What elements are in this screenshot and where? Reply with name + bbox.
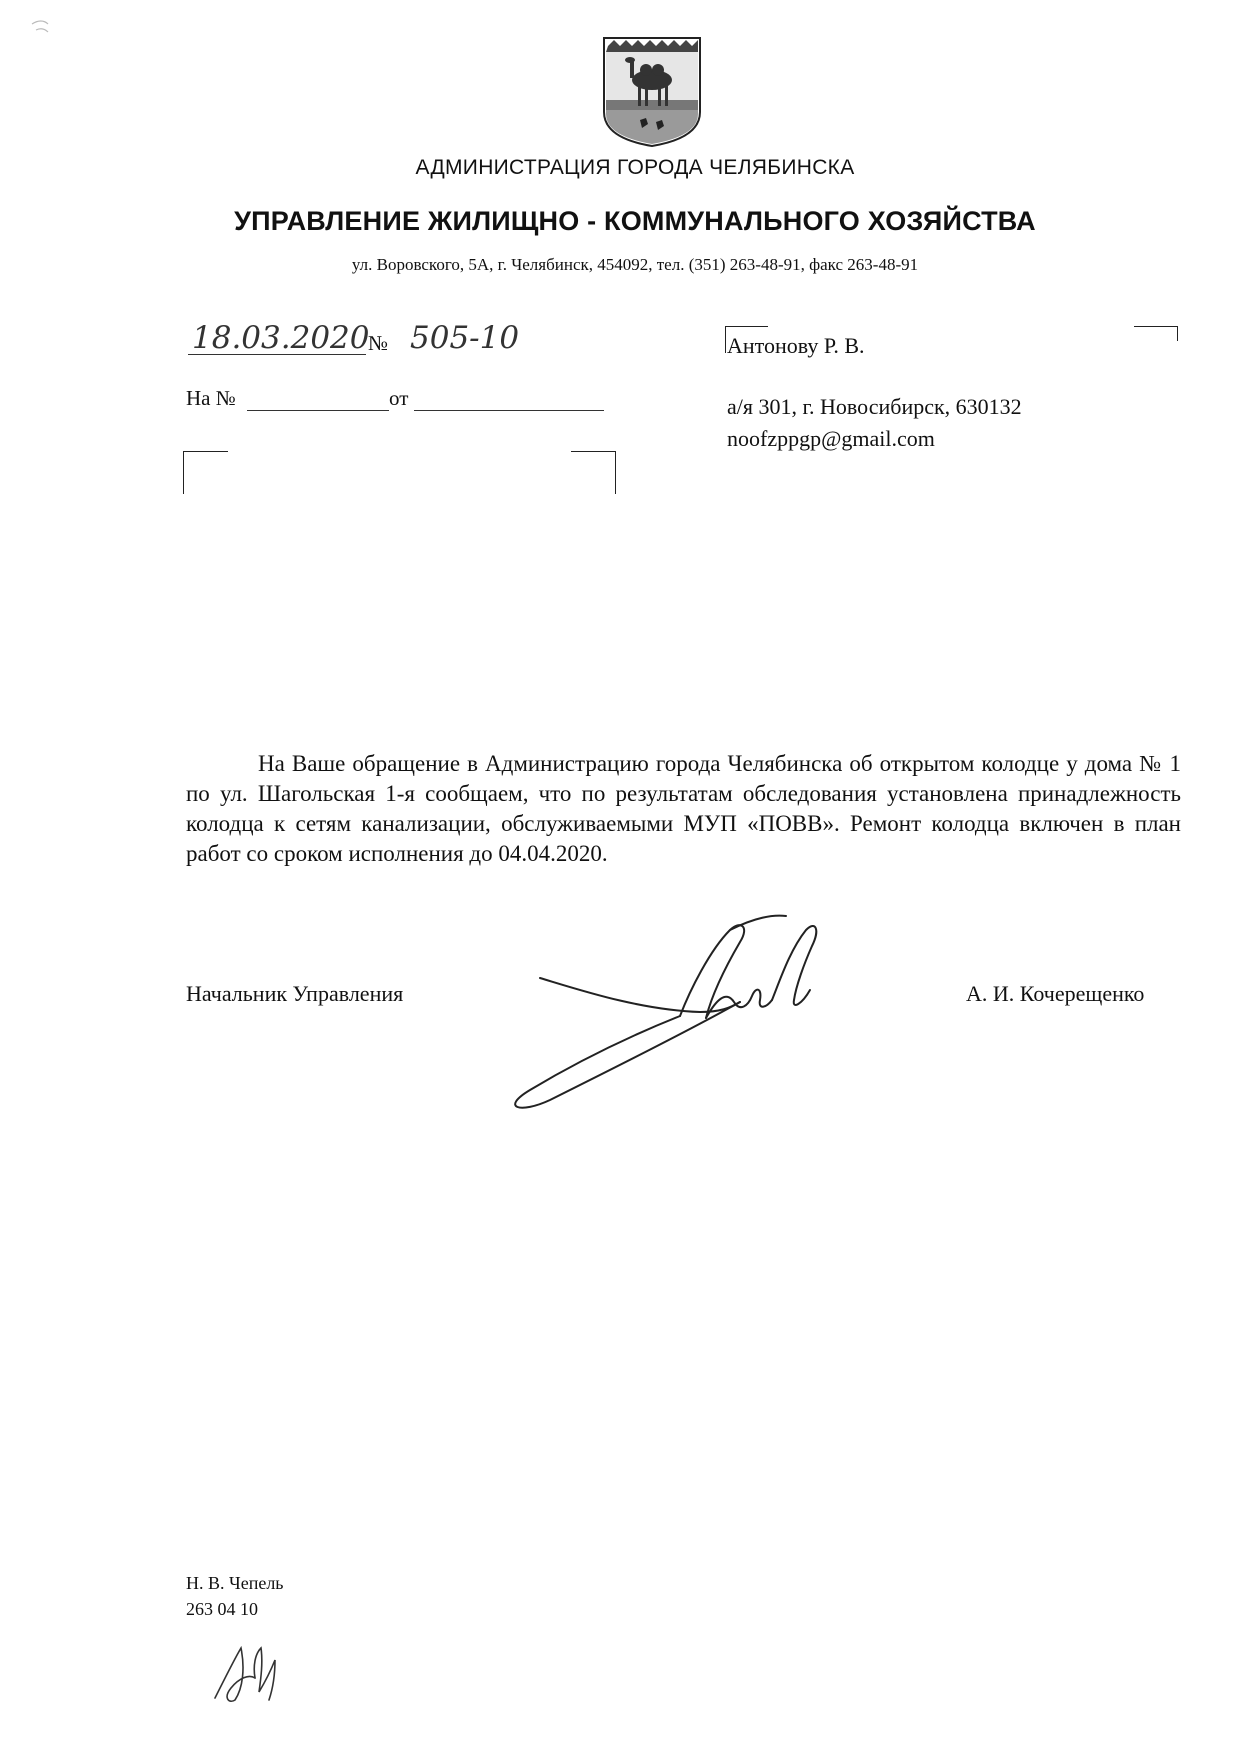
letter-body: На Ваше обращение в Администрацию города Челябинска об открытом колодце у дома № 1 по ул. Шагольская 1-я сообщаем, что по результатам обследования установлена принадлежность колодца к сетям канализации, обслуживаемыми МУП «ПОВВ». Ремонт колодца включен в план работ со сроком исполнения до 04.04.2020.	[186, 751, 1181, 866]
registration-date-underline	[188, 354, 366, 355]
handwritten-signature	[490, 890, 850, 1130]
recipient-name: Антонову Р. В.	[727, 333, 865, 358]
registration-date: 18.03.2020	[192, 320, 370, 356]
subject-corner-left	[183, 451, 228, 494]
corner-mark-icon	[28, 14, 54, 38]
subject-corner-right	[571, 451, 616, 494]
signer-title: Начальник Управления	[186, 981, 404, 1006]
reference-number-label: На №	[186, 386, 236, 410]
registration-number-label: №	[368, 331, 389, 355]
executor-phone: 263 04 10	[186, 1599, 258, 1619]
address-corner-right	[1134, 326, 1178, 341]
registration-number: 505-10	[410, 320, 520, 356]
department-address: ул. Воровского, 5А, г. Челябинск, 454092, тел. (351) 263-48-91, факс 263-48-91	[351, 255, 919, 274]
reference-date-underline	[414, 410, 604, 411]
signer-name: А. И. Кочерещенко	[966, 981, 1145, 1006]
executor-name: Н. В. Чепель	[186, 1573, 284, 1593]
city-emblem-icon	[600, 34, 704, 148]
reference-number-underline	[247, 410, 389, 411]
recipient-address: а/я 301, г. Новосибирск, 630132	[727, 394, 1022, 419]
recipient-email: noofzppgp@gmail.com	[727, 426, 935, 451]
department-name: УПРАВЛЕНИЕ ЖИЛИЩНО - КОММУНАЛЬНОГО ХОЗЯЙСТВА	[234, 206, 1036, 236]
administration-name: АДМИНИСТРАЦИЯ ГОРОДА ЧЕЛЯБИНСКА	[415, 156, 855, 179]
reference-date-label: от	[389, 386, 409, 410]
initials-signature	[205, 1638, 295, 1708]
